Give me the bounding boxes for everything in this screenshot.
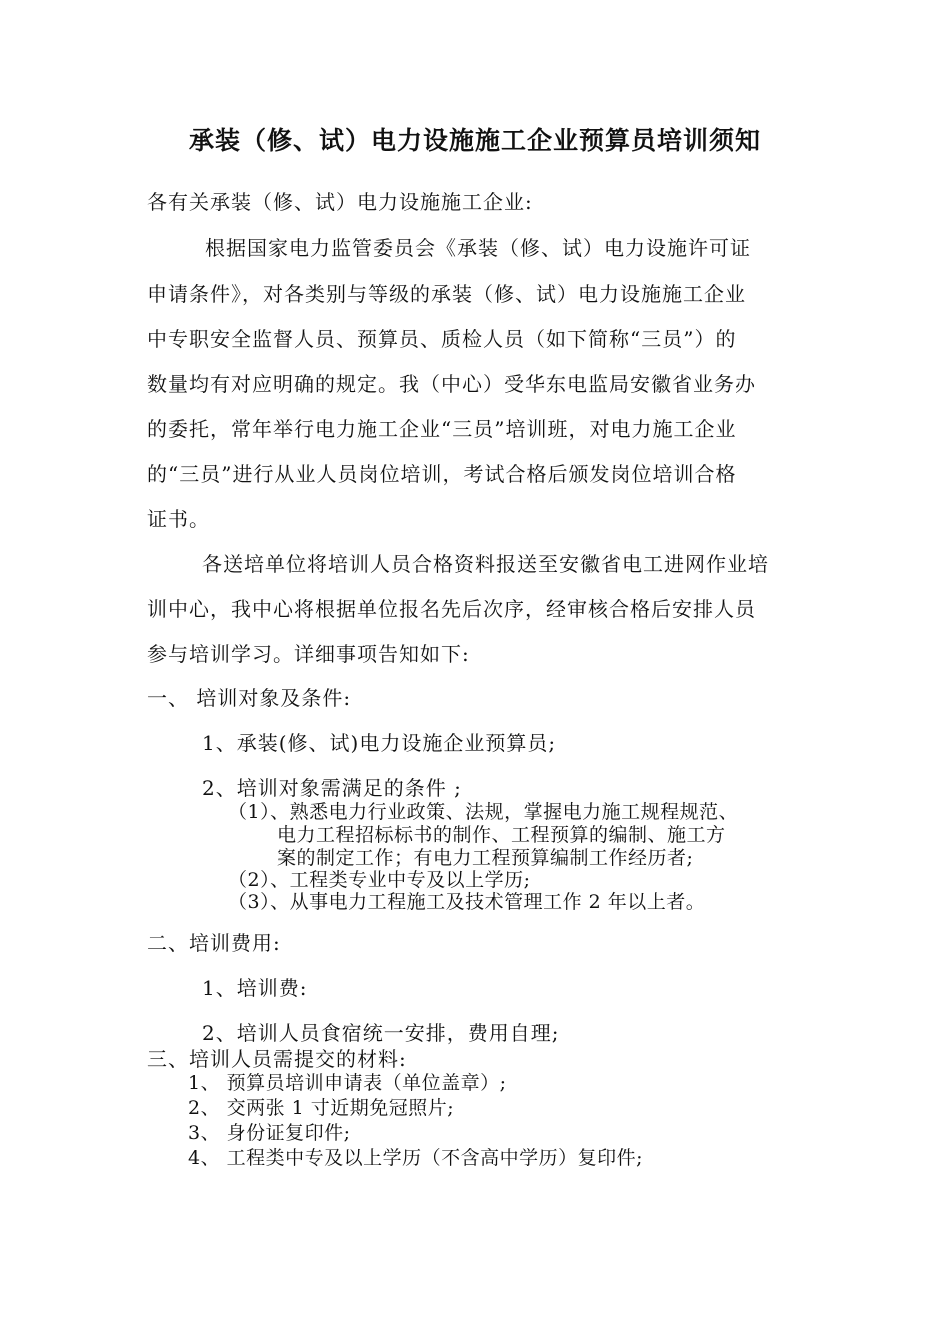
section2-item: 1、培训费: (202, 976, 308, 1000)
intro-line: 根据国家电力监管委员会《承装（修、试）电力设施许可证 (205, 236, 751, 260)
material-item: 3、 身份证复印件; (188, 1122, 351, 1144)
section2-item: 2、培训人员食宿统一安排，费用自理; (202, 1021, 560, 1045)
intro-line: 的委托，常年举行电力施工企业“三员”培训班，对电力施工企业 (147, 417, 737, 441)
intro-line: 中专职安全监督人员、预算员、质检人员（如下简称“三员”）的 (147, 327, 737, 351)
condition-line: （3）、从事电力工程施工及技术管理工作 2 年以上者。 (228, 891, 706, 913)
condition-line: （2）、工程类专业中专及以上学历; (228, 869, 531, 891)
section1-item: 2、培训对象需满足的条件 ; (202, 776, 462, 800)
section2-heading: 二、培训费用: (147, 931, 281, 955)
section1-heading: 一、 培训对象及条件: (147, 686, 352, 710)
material-item: 1、 预算员培训申请表（单位盖章）; (188, 1072, 507, 1094)
document-title: 承装（修、试）电力设施施工企业预算员培训须知 (188, 126, 761, 155)
material-item: 2、 交两张 1 寸近期免冠照片; (188, 1097, 455, 1119)
intro-line: 申请条件》，对各类别与等级的承装（修、试）电力设施施工企业 (147, 282, 746, 306)
section1-item: 1、承装(修、试)电力设施企业预算员; (202, 731, 557, 755)
condition-line: 案的制定工作；有电力工程预算编制工作经历者; (277, 847, 694, 869)
condition-line: 电力工程招标标书的制作、工程预算的编制、施工方 (277, 824, 726, 846)
condition-line: （1）、熟悉电力行业政策、法规，掌握电力施工规程规范、 (228, 801, 739, 823)
intro-line: 数量均有对应明确的规定。我（中心）受华东电监局安徽省业务办 (147, 372, 756, 396)
intro-line: 证书。 (147, 507, 210, 531)
section3-heading: 三、培训人员需提交的材料: (147, 1047, 407, 1071)
intro-line: 的“三员”进行从业人员岗位培训，考试合格后颁发岗位培训合格 (147, 462, 737, 486)
salutation: 各有关承装（修、试）电力设施施工企业: (147, 190, 533, 214)
notice-line: 训中心，我中心将根据单位报名先后次序，经审核合格后安排人员 (147, 597, 756, 621)
material-item: 4、 工程类中专及以上学历（不含高中学历）复印件; (188, 1147, 644, 1169)
notice-line: 各送培单位将培训人员合格资料报送至安徽省电工进网作业培 (202, 552, 769, 576)
notice-line: 参与培训学习。详细事项告知如下: (147, 642, 470, 666)
